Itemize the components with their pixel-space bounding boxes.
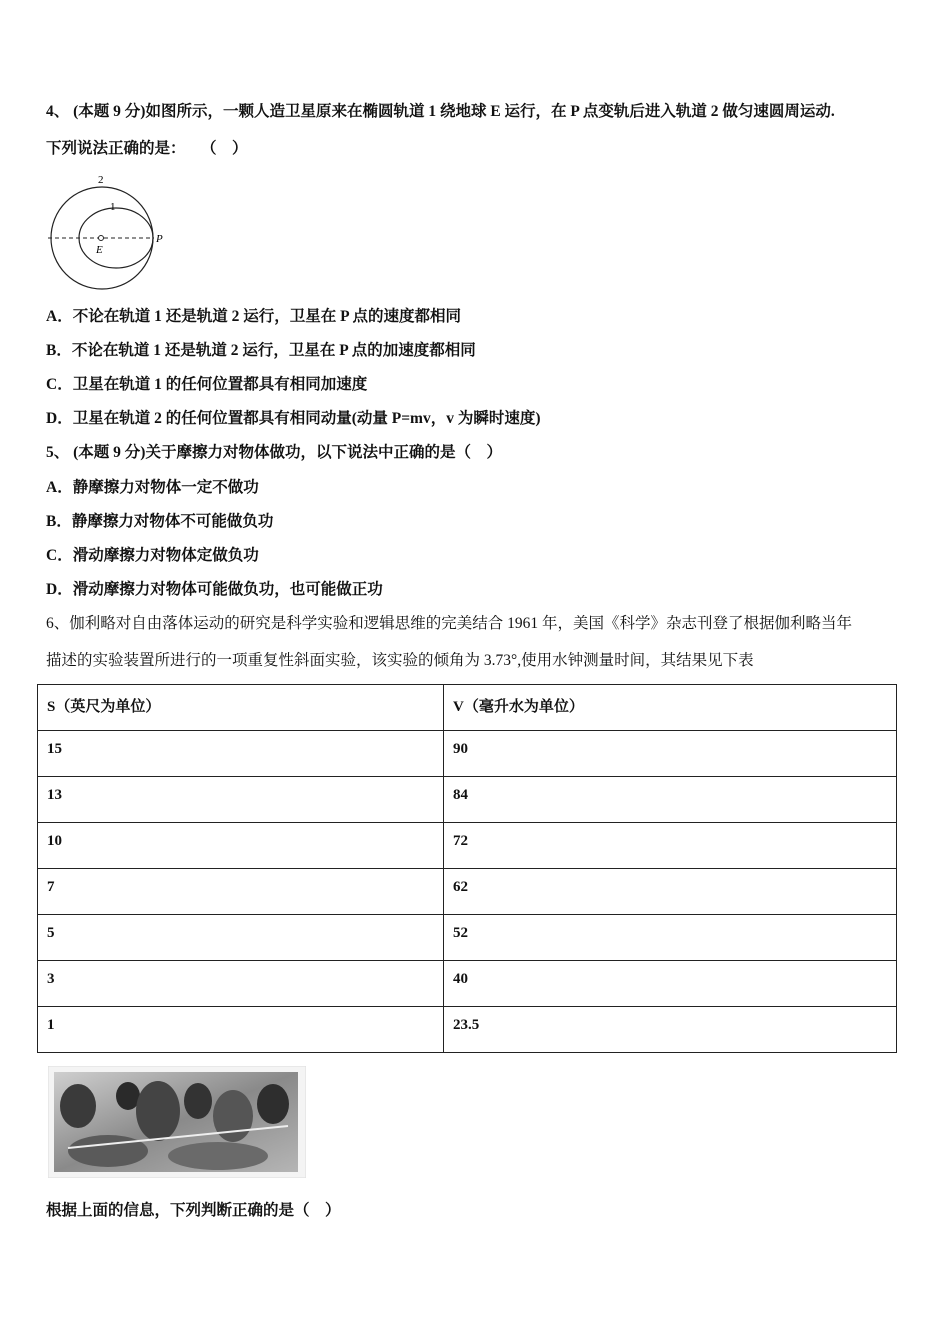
table-cell-s: 3 <box>38 961 444 1007</box>
point-e-label: E <box>96 244 103 256</box>
table-row <box>38 1007 897 1053</box>
table-cell-s: 7 <box>38 869 444 915</box>
q4-option-b: B．不论在轨道 1 还是轨道 2 运行，卫星在 P 点的加速度都相同 <box>46 342 476 359</box>
table-cell-s: 13 <box>38 777 444 823</box>
table-cell-v: 40 <box>444 961 897 1007</box>
table-row <box>38 961 897 1007</box>
orbit-diagram <box>40 172 180 290</box>
table-cell-s: 15 <box>38 731 444 777</box>
table-row <box>38 915 897 961</box>
q5-option-d: D．滑动摩擦力对物体可能做负功，也可能做正功 <box>46 581 383 598</box>
table-cell-s: 1 <box>38 1007 444 1053</box>
table-cell-v: 84 <box>444 777 897 823</box>
table-row <box>38 869 897 915</box>
table-row <box>38 823 897 869</box>
q4-stem-line1: 4、 (本题 9 分)如图所示，一颗人造卫星原来在椭圆轨道 1 绕地球 E 运行，在 P 点变轨后进入轨道 2 做匀速圆周运动. <box>46 103 835 120</box>
q5-option-c: C．滑动摩擦力对物体定做负功 <box>46 547 259 564</box>
table-cell-v: 23.5 <box>444 1007 897 1053</box>
table-header-v: V（毫升水为单位） <box>444 685 897 731</box>
table-row <box>38 731 897 777</box>
table-row <box>38 777 897 823</box>
table-cell-v: 62 <box>444 869 897 915</box>
table-header-row <box>38 685 897 731</box>
q6-stem-line2: 描述的实验装置所进行的一项重复性斜面实验，该实验的倾角为 3.73°,使用水钟测量时间，其结果见下表 <box>46 652 754 669</box>
table-cell-v: 72 <box>444 823 897 869</box>
table-cell-s: 10 <box>38 823 444 869</box>
table-header-s: S（英尺为单位） <box>38 685 444 731</box>
table-cell-v: 90 <box>444 731 897 777</box>
table-cell-s: 5 <box>38 915 444 961</box>
orbit-1-label: 1 <box>110 201 116 213</box>
table-cell-v: 52 <box>444 915 897 961</box>
q4-stem-line2: 下列说法正确的是： （ ） <box>46 140 248 157</box>
q6-closing: 根据上面的信息，下列判断正确的是（ ） <box>46 1202 341 1219</box>
q4-option-d: D．卫星在轨道 2 的任何位置都具有相同动量(动量 P=mv，v 为瞬时速度) <box>46 410 541 427</box>
q5-stem: 5、 (本题 9 分)关于摩擦力对物体做功，以下说法中正确的是（ ） <box>46 444 502 461</box>
q6-stem-line1: 6、伽利略对自由落体运动的研究是科学实验和逻辑思维的完美结合 1961 年，美国《科学》杂志刊登了根据伽利略当年 <box>46 615 853 632</box>
earth-point <box>99 236 104 241</box>
orbit-2-label: 2 <box>98 174 104 186</box>
point-p-label: P <box>156 233 163 245</box>
q5-option-a: A．静摩擦力对物体一定不做功 <box>46 479 259 496</box>
q4-option-a: A．不论在轨道 1 还是轨道 2 运行，卫星在 P 点的速度都相同 <box>46 308 462 325</box>
experiment-photo <box>48 1066 306 1178</box>
experiment-table <box>37 684 897 1053</box>
q5-option-b: B．静摩擦力对物体不可能做负功 <box>46 513 274 530</box>
q4-option-c: C．卫星在轨道 1 的任何位置都具有相同加速度 <box>46 376 368 393</box>
